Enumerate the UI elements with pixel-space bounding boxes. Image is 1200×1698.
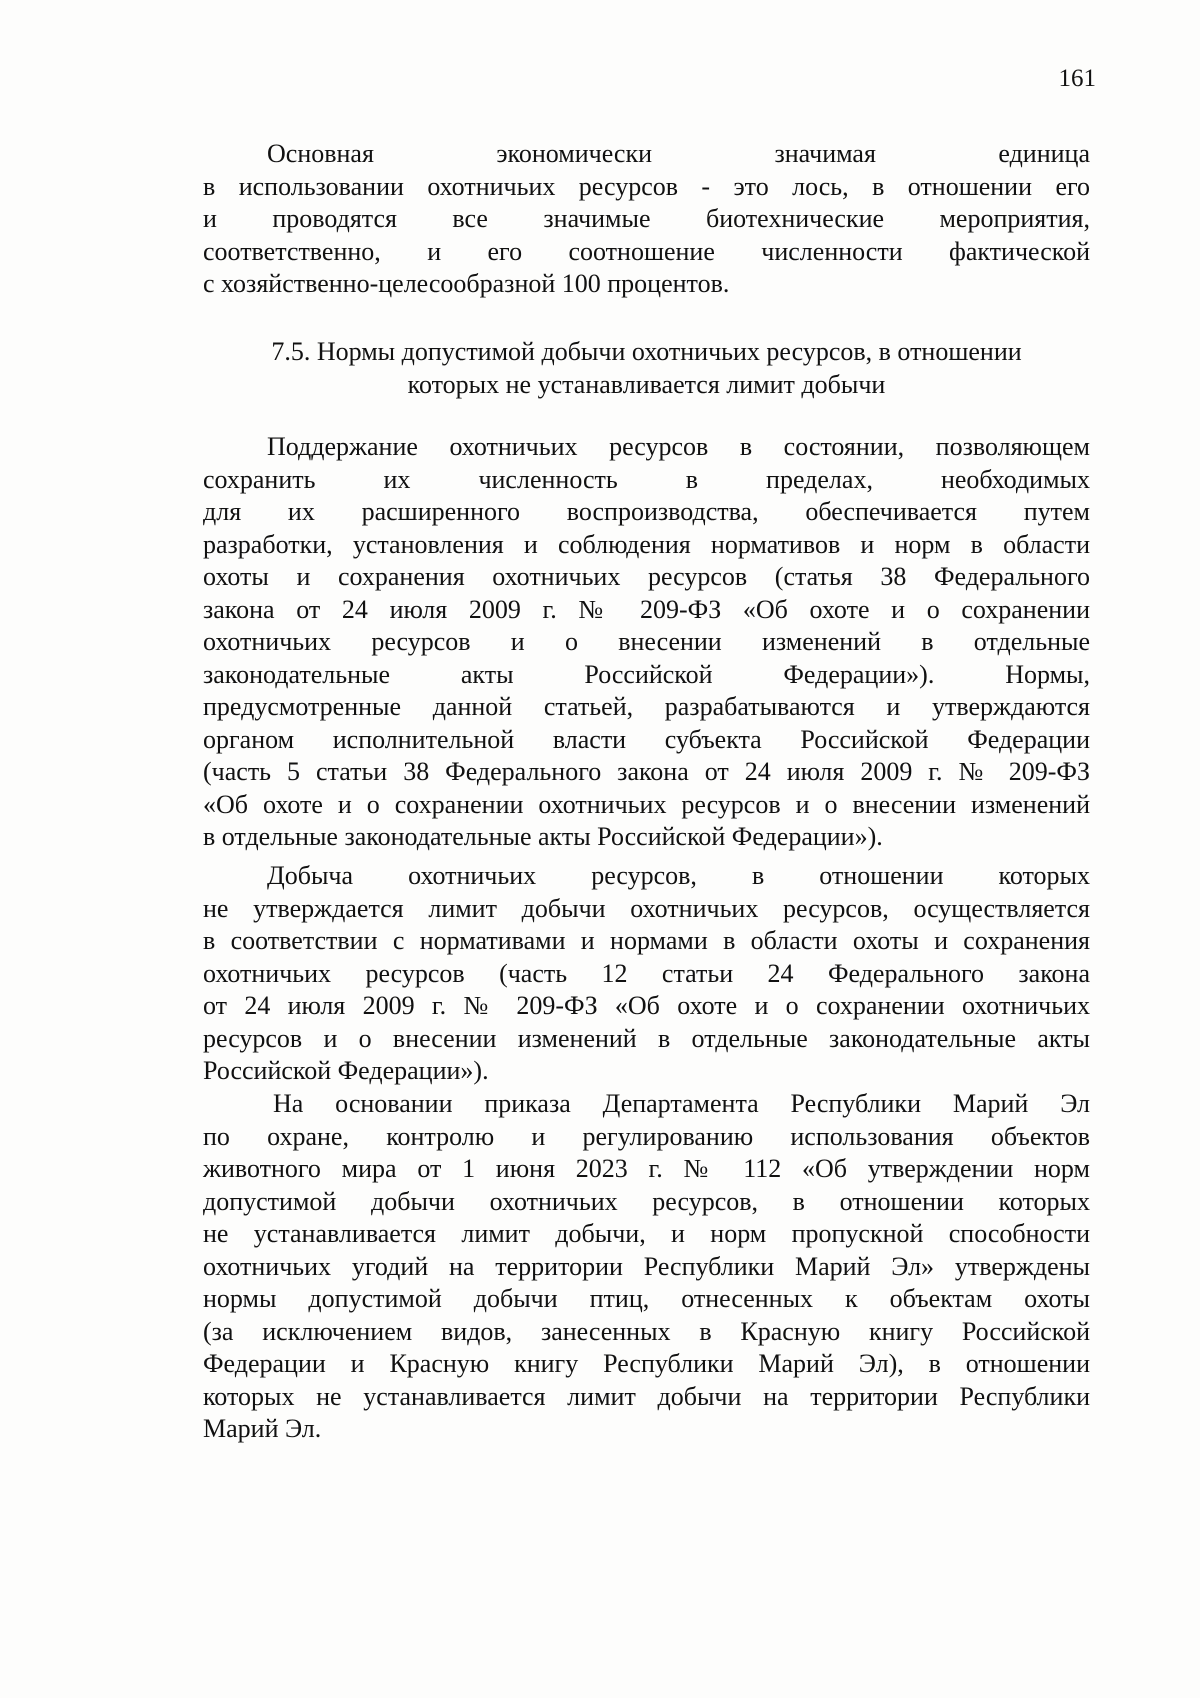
- text-line: для их расширенного воспроизводства, обеспечивается путем: [203, 497, 1090, 526]
- heading-line: 7.5. Нормы допустимой добычи охотничьих ресурсов, в отношении: [271, 337, 1022, 366]
- text-line: сохранить их численность в пределах, необходимых: [203, 464, 1090, 494]
- text-line: Российской Федерации»).: [203, 1056, 489, 1085]
- text-line: Добыча охотничьих ресурсов, в отношении которых: [267, 861, 1090, 890]
- text-line: от 24 июля 2009 г. № 209-ФЗ «Об охоте и о сохранении охотничьих: [203, 991, 1090, 1020]
- text-line: разработки, установления и соблюдения нормативов и норм в области: [203, 529, 1090, 559]
- text-line: «Об охоте и о сохранении охотничьих ресурсов и о внесении изменений: [203, 789, 1090, 819]
- paragraph-unlimited-harvest: [203, 860, 1090, 1088]
- text-line: предусмотренные данной статьей, разрабатываются и утверждаются: [203, 692, 1090, 721]
- section-heading: [203, 336, 1090, 401]
- heading-line: которых не устанавливается лимит добычи: [407, 369, 886, 399]
- text-line: охотничьих ресурсов (часть 12 статьи 24 Федерального закона: [203, 958, 1090, 988]
- text-line: которых не устанавливается лимит добычи на территории Республики: [203, 1381, 1090, 1411]
- text-line: охотничьих угодий на территории Республики Марий Эл» утверждены: [203, 1251, 1090, 1281]
- text-line: в использовании охотничьих ресурсов - это лось, в отношении его: [203, 171, 1090, 201]
- text-line: закона от 24 июля 2009 г. № 209-ФЗ «Об охоте и о сохранении: [203, 594, 1090, 624]
- text-line: ресурсов и о внесении изменений в отдельные законодательные акты: [203, 1023, 1090, 1053]
- text-line: органом исполнительной власти субъекта Российской Федерации: [203, 724, 1090, 754]
- text-line: охоты и сохранения охотничьих ресурсов (статья 38 Федерального: [203, 562, 1090, 591]
- text-line: допустимой добычи охотничьих ресурсов, в отношении которых: [203, 1186, 1090, 1216]
- text-line: не утверждается лимит добычи охотничьих ресурсов, осуществляется: [203, 893, 1090, 923]
- text-line: по охране, контролю и регулированию использования объектов: [203, 1121, 1090, 1151]
- text-line: (часть 5 статьи 38 Федерального закона от 24 июля 2009 г. № 209-ФЗ: [203, 757, 1090, 786]
- text-line: Федерации и Красную книгу Республики Марий Эл), в отношении: [203, 1349, 1090, 1378]
- text-line: в отдельные законодательные акты Российской Федерации»).: [203, 822, 883, 851]
- text-line: нормы допустимой добычи птиц, отнесенных к объектам охоты: [203, 1284, 1090, 1313]
- text-line: (за исключением видов, занесенных в Красную книгу Российской: [203, 1316, 1090, 1346]
- text-line: На основании приказа Департамента Республики Марий Эл: [273, 1089, 1090, 1118]
- text-line: охотничьих ресурсов и о внесении изменений в отдельные: [203, 627, 1090, 656]
- text-line: животного мира от 1 июня 2023 г. № 112 «Об утверждении норм: [203, 1154, 1090, 1183]
- paragraph-resource-maintenance: [203, 431, 1090, 854]
- text-line: Поддержание охотничьих ресурсов в состоянии, позволяющем: [267, 432, 1090, 461]
- text-line: Основная экономически значимая единица: [267, 139, 1090, 168]
- text-line: законодательные акты Российской Федерации»). Нормы,: [203, 659, 1090, 689]
- text-line: Марий Эл.: [203, 1414, 322, 1443]
- text-line: не устанавливается лимит добычи, и норм пропускной способности: [203, 1219, 1090, 1248]
- text-line: соответственно, и его соотношение численности фактической: [203, 236, 1090, 266]
- text-line: в соответствии с нормативами и нормами в области охоты и сохранения: [203, 926, 1090, 955]
- paragraph-mari-el-order: [203, 1088, 1090, 1446]
- paragraph-moose-economics: [203, 138, 1090, 301]
- page-number: 161: [1058, 65, 1096, 92]
- text-line: с хозяйственно-целесообразной 100 процентов.: [203, 269, 730, 298]
- text-line: и проводятся все значимые биотехнические мероприятия,: [203, 204, 1090, 233]
